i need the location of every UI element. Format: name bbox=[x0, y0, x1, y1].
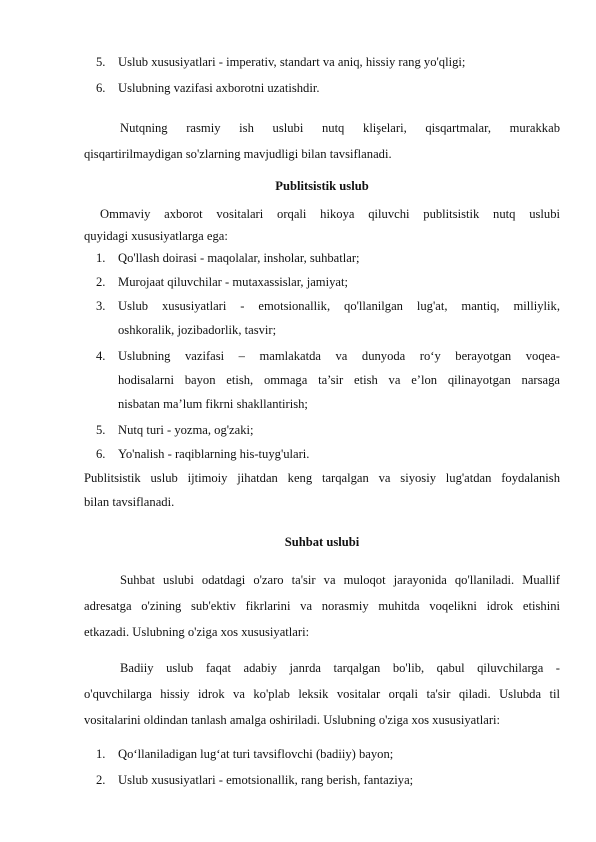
paragraph-line: quyidagi xususiyatlarga ega: bbox=[84, 229, 228, 243]
list-text bbox=[118, 346, 560, 414]
list-text-line: Murojaat qiluvchilar - mutaxassislar, jamiyat; bbox=[118, 275, 348, 289]
list-number: 1. bbox=[96, 251, 106, 265]
list-text-line: nisbatan ma’lum fikrni shakllantirish; bbox=[118, 397, 308, 411]
list-text bbox=[118, 272, 560, 292]
paragraph-line: o'quvchilarga hissiy idrok va ko'plab leksik vositalar orqali ta'sir qiladi. Uslubda til bbox=[84, 687, 560, 701]
paragraph-line: Badiiy uslub faqat adabiy janrda tarqalgan bo'lib, qabul qiluvchilarga - bbox=[120, 661, 560, 675]
paragraph-line: vositalarini oldindan tanlash amalga oshiriladi. Uslubning o'ziga xos xususiyatlari: bbox=[84, 713, 501, 727]
list-text: Qo‘llaniladigan lug‘at turi tavsiflovchi (badiiy) bayon; bbox=[118, 747, 394, 761]
list-text: Uslub xususiyatlari - emotsionallik, rang berish, fantaziya; bbox=[118, 773, 414, 787]
list-text-line: Uslubning vazifasi – mamlakatda va dunyoda ro‘y berayotgan voqea- bbox=[118, 349, 560, 363]
list-text bbox=[118, 248, 560, 268]
paragraph bbox=[84, 204, 560, 246]
list-number: 4. bbox=[96, 349, 106, 363]
paragraph bbox=[84, 118, 560, 164]
list-number: 2. bbox=[96, 275, 106, 289]
list-number: 3. bbox=[96, 299, 106, 313]
list-text-line: hodisalarni bayon etish, ommaga ta’sir etish va e’lon qilinayotgan narsaga bbox=[118, 373, 560, 387]
paragraph bbox=[84, 570, 560, 642]
list-text bbox=[118, 444, 560, 464]
paragraph-line: Ommaviy axborot vositalari orqali hikoya qiluvchi publitsistik nutq uslubi bbox=[100, 207, 560, 221]
list-text-line: oshkoralik, jozibadorlik, tasvir; bbox=[118, 323, 277, 337]
paragraph-line: bilan tavsiflanadi. bbox=[84, 495, 175, 509]
list-number: 6. bbox=[96, 81, 106, 95]
paragraph-line: adresatga o'zining sub'ektiv fikrlarini va norasmiy muhitda voqelikni idrok etishini bbox=[84, 599, 560, 613]
list-text-line: Uslub xususiyatlari - emotsionallik, qo'llanilgan lug'at, mantiq, milliylik, bbox=[118, 299, 560, 313]
list-text bbox=[118, 420, 560, 440]
list-number: 5. bbox=[96, 423, 106, 437]
paragraph-line: Nutqning rasmiy ish uslubi nutq klişelari, qisqartmalar, murakkab bbox=[120, 121, 560, 135]
section-heading: Suhbat uslubi bbox=[284, 535, 360, 549]
paragraph bbox=[84, 658, 560, 730]
paragraph-line: etkazadi. Uslubning o'ziga xos xususiyatlari: bbox=[84, 625, 310, 639]
list-text-line: Nutq turi - yozma, og'zaki; bbox=[118, 423, 254, 437]
paragraph bbox=[84, 468, 560, 512]
list-text-line: Qo'llash doirasi - maqolalar, insholar, suhbatlar; bbox=[118, 251, 360, 265]
list-number: 5. bbox=[96, 55, 106, 69]
list-number: 1. bbox=[96, 747, 106, 761]
list-text-line: Yo'nalish - raqiblarning his-tuyg'ulari. bbox=[118, 447, 310, 461]
list-text: Uslub xususiyatlari - imperativ, standart va aniq, hissiy rang yo'qligi; bbox=[118, 55, 466, 69]
paragraph-line: Suhbat uslubi odatdagi o'zaro ta'sir va muloqot jarayonida qo'llaniladi. Muallif bbox=[120, 573, 560, 587]
section-heading: Publitsistik uslub bbox=[275, 179, 369, 193]
list-text bbox=[118, 296, 560, 340]
paragraph-line: Publitsistik uslub ijtimoiy jihatdan keng tarqalgan va siyosiy lug'atdan foydalanish bbox=[84, 471, 560, 485]
paragraph-line: qisqartirilmaydigan so'zlarning mavjudligi bilan tavsiflanadi. bbox=[84, 147, 392, 161]
list-number: 2. bbox=[96, 773, 106, 787]
list-number: 6. bbox=[96, 447, 106, 461]
list-text: Uslubning vazifasi axborotni uzatishdir. bbox=[118, 81, 320, 95]
